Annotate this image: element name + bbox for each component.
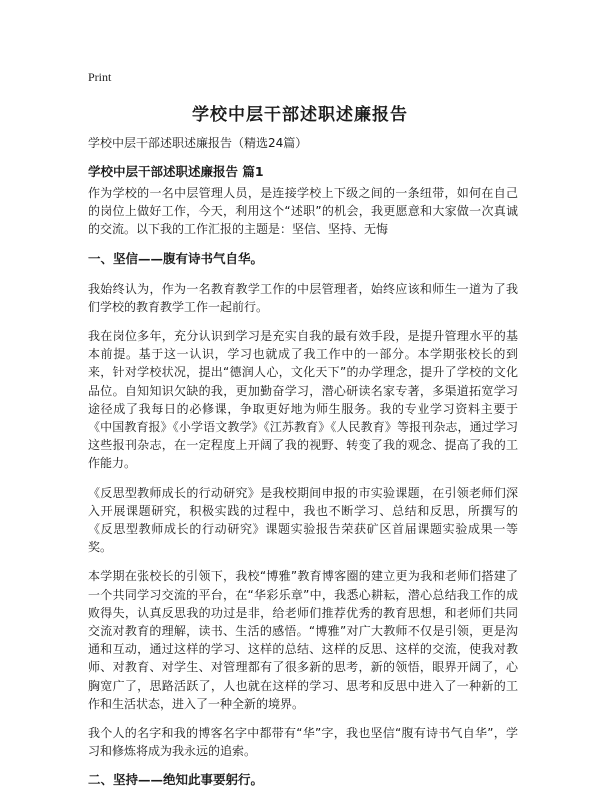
point-heading-1: 一、坚信——腹有诗书气自华。 [88,250,264,266]
document-title: 学校中层干部述职述廉报告 [192,105,408,125]
intro-paragraph: 作为学校的一名中层管理人员，是连接学校上下级之间的一条纽带，如何在自己的岗位上做好工作，今天，利用这个“述职”的机会，我更愿意和大家做一次真诚的交流。以下我的工作汇报的主题是：坚信、坚持、无悔 [88,186,518,237]
document-body [88,184,518,801]
print-link[interactable]: Print [88,70,112,84]
point-heading-2: 二、坚持——绝知此事要躬行。 [88,772,264,788]
body-paragraph-1: 我始终认为，作为一名教育教学工作的中层管理者，始终应该和师生一道为了我们学校的教育教学工作一起前行。 [88,281,518,314]
body-paragraph-5: 我个人的名字和我的博客名字中都带有“华”字，我也坚信“腹有诗书气自华”，学习和修炼将成为我永远的追索。 [88,726,518,759]
document-subtitle: 学校中层干部述职述廉报告（精选24篇） [88,136,308,150]
section-heading: 学校中层干部述职述廉报告 篇1 [88,164,264,179]
body-paragraph-3: 《反思型教师成长的行动研究》是我校期间申报的市实验课题，在引领老师们深入开展课题研究，积极实践的过程中，我也不断学习、总结和反思，所撰写的《反思型教师成长的行动研究》课题实验报告荣获矿区首届课题实验成果一等奖。 [88,485,518,555]
body-paragraph-4: 本学期在张校长的引领下，我校“博雅”教育博客圈的建立更为我和老师们搭建了一个共同学习交流的平台，在“华彩乐章”中，我悉心耕耘，潜心总结我工作的成败得失，认真反思我的功过是非，给老师们推荐优秀的教育思想，和老师们共同交流对教育的理解，读书、生活的感悟。“博雅”对广大教师不仅是引领，更是沟通和互动，通过这样的学习、这样的总结、这样的反思、这样的交流，使我对教师、对教育、对学生、对管理都有了很多新的思考，新的领悟，眼界开阔了，心胸宽广了，思路活跃了，人也就在这样的学习、思考和反思中进入了一种新的工作和生活状态，进入了一种全新的境界。 [88,569,518,711]
body-paragraph-2: 我在岗位多年，充分认识到学习是充实自我的最有效手段，是提升管理水平的基本前提。基于这一认识，学习也就成了我工作中的一部分。本学期张校长的到来，针对学校状况，提出“德润人心，文化天下”的办学理念，提升了学校的文化品位。自知知识欠缺的我，更加勤奋学习，潜心研读名家专著，多渠道拓宽学习途径成了我每日的必修课，争取更好地为师生服务。我的专业学习资料主要于《中国教育报》《小学语文教学》《江苏教育》《人民教育》等报刊杂志，通过学习这些报刊杂志，在一定程度上开阔了我的视野、转变了我的观念、提高了我的工作能力。 [88,329,518,471]
